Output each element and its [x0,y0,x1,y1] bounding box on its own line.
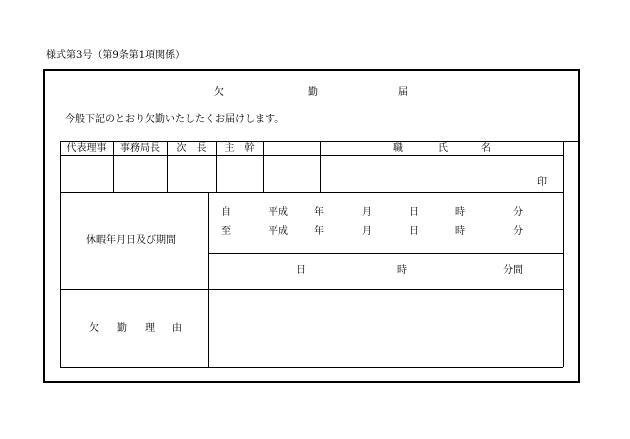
table-line-3 [60,192,563,193]
name-header-name: 名 [481,143,491,154]
table-line-6 [60,367,563,368]
table-line-4 [208,253,563,254]
from-hour: 時 [455,207,465,218]
frame-top [43,69,580,71]
frame-right [578,69,580,383]
reason-label-char-1: 欠 [89,323,99,334]
table-line-2 [60,155,563,156]
title-char-1: 欠 [214,87,224,98]
duration-hours: 時 [397,265,407,276]
reason-label-char-4: 由 [172,323,182,334]
reason-label-char-2: 勤 [117,323,127,334]
to-era: 平成 [268,226,288,237]
from-era: 平成 [268,207,288,218]
from-year: 年 [314,207,324,218]
approval-header-chief: 主 幹 [224,143,255,154]
approval-header-secretary-general: 事務局長 [120,143,160,154]
to-mark: 至 [221,226,231,237]
to-day: 日 [409,226,419,237]
to-month: 月 [362,226,372,237]
from-day: 日 [409,207,419,218]
title-char-3: 届 [398,87,408,98]
table-right-edge [563,141,564,367]
frame-left [43,69,45,383]
name-header-family: 氏 [438,143,448,154]
duration-days: 日 [296,265,306,276]
table-left-edge [60,141,61,367]
title-char-2: 勤 [308,87,318,98]
approval-header-representative: 代表理事 [66,143,107,154]
duration-minutes: 分間 [503,265,523,276]
to-hour: 時 [455,226,465,237]
to-year: 年 [314,226,324,237]
to-minute: 分 [513,226,523,237]
from-mark: 自 [221,207,231,218]
approval-divider-4 [263,141,264,192]
table-line-1 [60,141,578,142]
approval-divider-5 [320,141,321,192]
reason-writing-area[interactable] [209,290,562,366]
seal-mark: 印 [537,177,547,188]
name-header-position: 職 [393,143,403,154]
form-number: 様式第3号（第9条第1項関係） [46,50,186,61]
from-minute: 分 [513,207,523,218]
from-month: 月 [362,207,372,218]
period-label: 休暇年月日及び期間 [86,235,176,246]
approval-header-deputy: 次 長 [176,143,207,154]
statement: 今般下記のとおり欠勤いたしたくお届けします。 [65,114,285,125]
frame-bottom [43,381,580,383]
reason-label-char-3: 理 [145,323,155,334]
